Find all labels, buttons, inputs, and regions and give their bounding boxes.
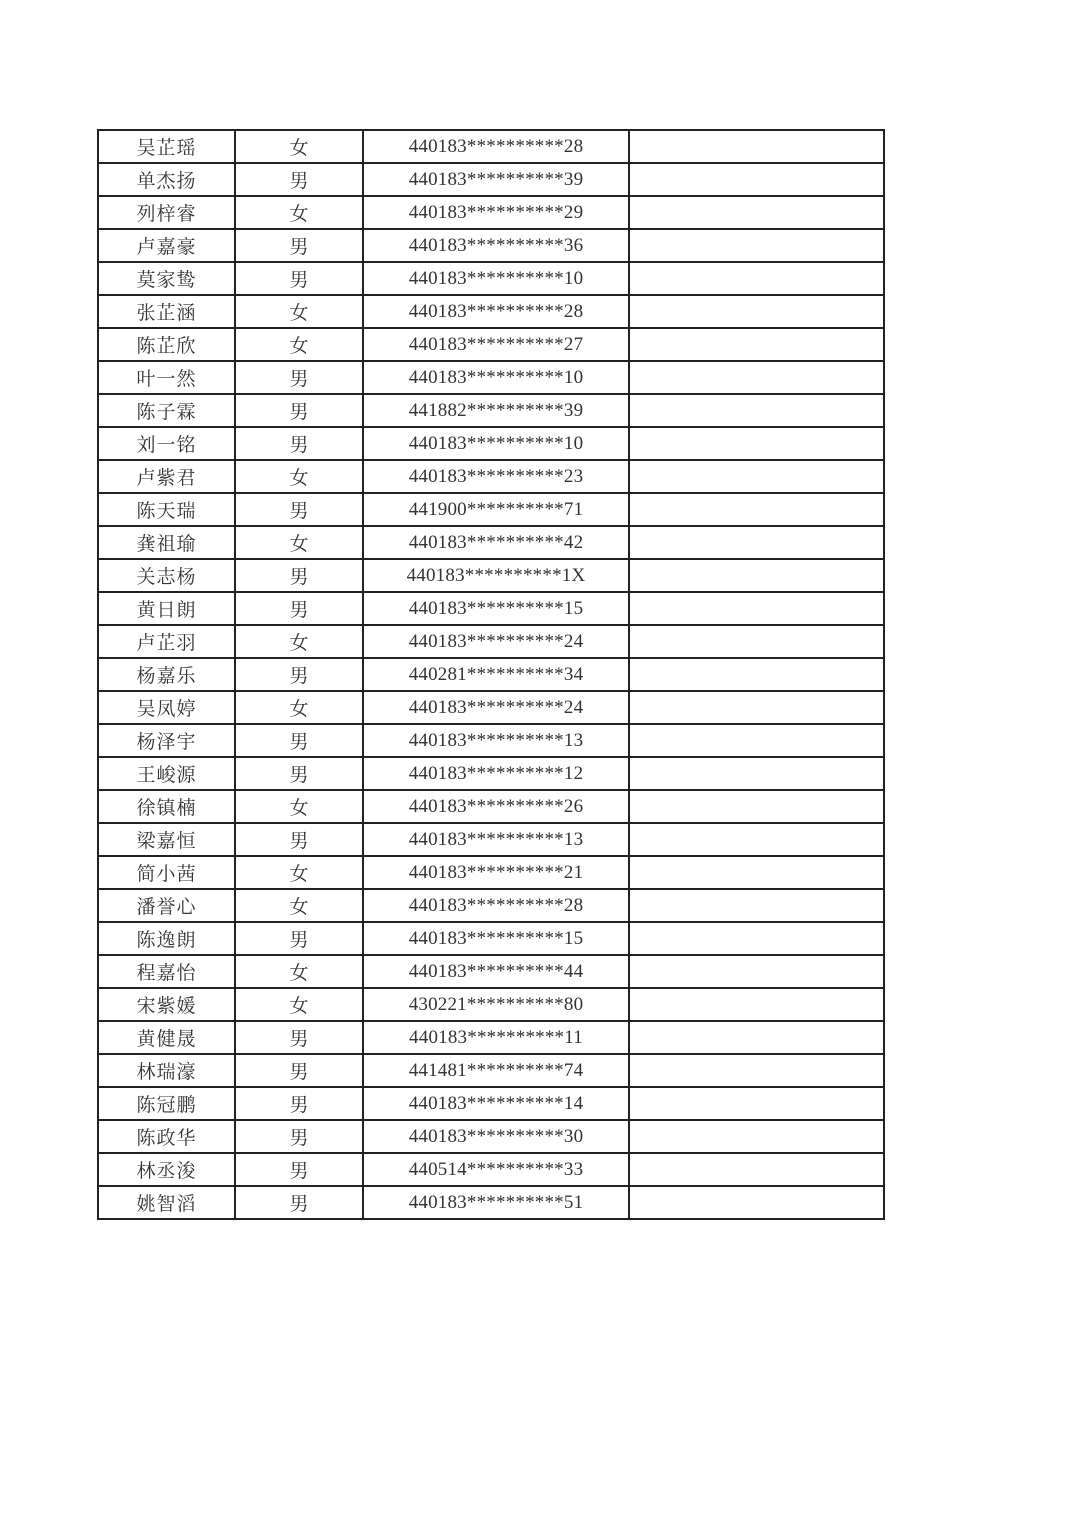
note-cell [629,229,884,262]
table-row [98,823,884,856]
note-cell [629,1021,884,1054]
id-number-cell: 440183**********29 [363,196,629,229]
id-number-cell: 440183**********26 [363,790,629,823]
name-cell: 卢紫君 [98,460,235,493]
table-row [98,526,884,559]
name-cell: 林丞浚 [98,1153,235,1186]
name-cell: 卢芷羽 [98,625,235,658]
id-number-cell: 440183**********14 [363,1087,629,1120]
note-cell [629,922,884,955]
id-number-cell: 440183**********24 [363,625,629,658]
note-cell [629,592,884,625]
table-row [98,625,884,658]
name-cell: 宋紫媛 [98,988,235,1021]
name-cell: 梁嘉恒 [98,823,235,856]
id-number-cell: 440183**********15 [363,592,629,625]
name-cell: 杨嘉乐 [98,658,235,691]
note-cell [629,724,884,757]
note-cell [629,262,884,295]
table-row [98,460,884,493]
table-row [98,757,884,790]
name-cell: 陈芷欣 [98,328,235,361]
gender-cell: 女 [235,691,363,724]
id-number-cell: 440183**********39 [363,163,629,196]
id-number-cell: 440183**********13 [363,823,629,856]
note-cell [629,1054,884,1087]
table-row [98,955,884,988]
gender-cell: 女 [235,790,363,823]
id-number-cell: 440183**********30 [363,1120,629,1153]
note-cell [629,856,884,889]
id-number-cell: 440281**********34 [363,658,629,691]
gender-cell: 男 [235,559,363,592]
table-row [98,988,884,1021]
gender-cell: 男 [235,361,363,394]
name-cell: 莫家鸷 [98,262,235,295]
note-cell [629,295,884,328]
gender-cell: 男 [235,1087,363,1120]
gender-cell: 女 [235,130,363,163]
gender-cell: 男 [235,262,363,295]
note-cell [629,889,884,922]
id-number-cell: 440183**********21 [363,856,629,889]
note-cell [629,460,884,493]
name-cell: 陈逸朗 [98,922,235,955]
gender-cell: 女 [235,988,363,1021]
gender-cell: 女 [235,526,363,559]
name-cell: 吴芷瑶 [98,130,235,163]
table-row [98,922,884,955]
note-cell [629,361,884,394]
gender-cell: 男 [235,592,363,625]
table-row [98,427,884,460]
name-cell: 叶一然 [98,361,235,394]
name-cell: 吴凤婷 [98,691,235,724]
table-row [98,328,884,361]
note-cell [629,955,884,988]
id-number-cell: 440183**********27 [363,328,629,361]
table-row [98,1120,884,1153]
name-cell: 黄健晟 [98,1021,235,1054]
gender-cell: 男 [235,427,363,460]
note-cell [629,1186,884,1219]
id-number-cell: 440183**********44 [363,955,629,988]
gender-cell: 女 [235,196,363,229]
table-row [98,262,884,295]
name-cell: 刘一铭 [98,427,235,460]
roster-body [98,130,884,1219]
name-cell: 徐镇楠 [98,790,235,823]
table-row [98,559,884,592]
name-cell: 单杰扬 [98,163,235,196]
note-cell [629,790,884,823]
table-row [98,1186,884,1219]
note-cell [629,988,884,1021]
gender-cell: 女 [235,955,363,988]
note-cell [629,526,884,559]
gender-cell: 男 [235,493,363,526]
table-row [98,1054,884,1087]
gender-cell: 男 [235,1186,363,1219]
name-cell: 王峻源 [98,757,235,790]
id-number-cell: 441481**********74 [363,1054,629,1087]
note-cell [629,1153,884,1186]
name-cell: 程嘉怡 [98,955,235,988]
id-number-cell: 440183**********51 [363,1186,629,1219]
table-row [98,856,884,889]
table-row [98,1087,884,1120]
note-cell [629,757,884,790]
note-cell [629,1120,884,1153]
id-number-cell: 440183**********10 [363,361,629,394]
name-cell: 陈天瑞 [98,493,235,526]
table-row [98,361,884,394]
id-number-cell: 440183**********1X [363,559,629,592]
table-row [98,295,884,328]
name-cell: 简小茜 [98,856,235,889]
note-cell [629,691,884,724]
name-cell: 关志杨 [98,559,235,592]
name-cell: 杨泽宇 [98,724,235,757]
gender-cell: 男 [235,823,363,856]
name-cell: 张芷涵 [98,295,235,328]
id-number-cell: 430221**********80 [363,988,629,1021]
note-cell [629,328,884,361]
gender-cell: 男 [235,1021,363,1054]
id-number-cell: 440183**********28 [363,295,629,328]
note-cell [629,427,884,460]
id-number-cell: 441900**********71 [363,493,629,526]
id-number-cell: 440183**********28 [363,889,629,922]
id-number-cell: 440183**********11 [363,1021,629,1054]
id-number-cell: 440183**********13 [363,724,629,757]
name-cell: 列梓睿 [98,196,235,229]
gender-cell: 女 [235,625,363,658]
note-cell [629,559,884,592]
name-cell: 潘誉心 [98,889,235,922]
id-number-cell: 440183**********10 [363,262,629,295]
table-row [98,691,884,724]
id-number-cell: 440183**********12 [363,757,629,790]
note-cell [629,493,884,526]
name-cell: 陈子霖 [98,394,235,427]
gender-cell: 男 [235,922,363,955]
gender-cell: 女 [235,295,363,328]
id-number-cell: 440514**********33 [363,1153,629,1186]
table-row [98,790,884,823]
name-cell: 姚智滔 [98,1186,235,1219]
id-number-cell: 440183**********36 [363,229,629,262]
name-cell: 黄日朗 [98,592,235,625]
id-number-cell: 440183**********15 [363,922,629,955]
gender-cell: 男 [235,724,363,757]
id-number-cell: 440183**********28 [363,130,629,163]
gender-cell: 男 [235,229,363,262]
id-number-cell: 440183**********23 [363,460,629,493]
table-row [98,1153,884,1186]
gender-cell: 男 [235,757,363,790]
gender-cell: 男 [235,658,363,691]
name-cell: 卢嘉豪 [98,229,235,262]
name-cell: 龚祖瑜 [98,526,235,559]
note-cell [629,625,884,658]
id-number-cell: 441882**********39 [363,394,629,427]
table-row [98,592,884,625]
note-cell [629,1087,884,1120]
gender-cell: 女 [235,460,363,493]
id-number-cell: 440183**********42 [363,526,629,559]
note-cell [629,394,884,427]
note-cell [629,196,884,229]
note-cell [629,130,884,163]
gender-cell: 男 [235,1120,363,1153]
table-row [98,130,884,163]
table-row [98,394,884,427]
table-row [98,1021,884,1054]
name-cell: 林瑞濠 [98,1054,235,1087]
student-roster-table [97,129,885,1220]
gender-cell: 男 [235,1153,363,1186]
name-cell: 陈冠鹏 [98,1087,235,1120]
table-row [98,196,884,229]
gender-cell: 男 [235,163,363,196]
note-cell [629,658,884,691]
table-row [98,724,884,757]
id-number-cell: 440183**********24 [363,691,629,724]
note-cell [629,823,884,856]
table-row [98,229,884,262]
gender-cell: 女 [235,889,363,922]
gender-cell: 男 [235,394,363,427]
gender-cell: 男 [235,1054,363,1087]
gender-cell: 女 [235,328,363,361]
id-number-cell: 440183**********10 [363,427,629,460]
table-row [98,493,884,526]
table-row [98,658,884,691]
table-row [98,889,884,922]
gender-cell: 女 [235,856,363,889]
note-cell [629,163,884,196]
name-cell: 陈政华 [98,1120,235,1153]
table-row [98,163,884,196]
